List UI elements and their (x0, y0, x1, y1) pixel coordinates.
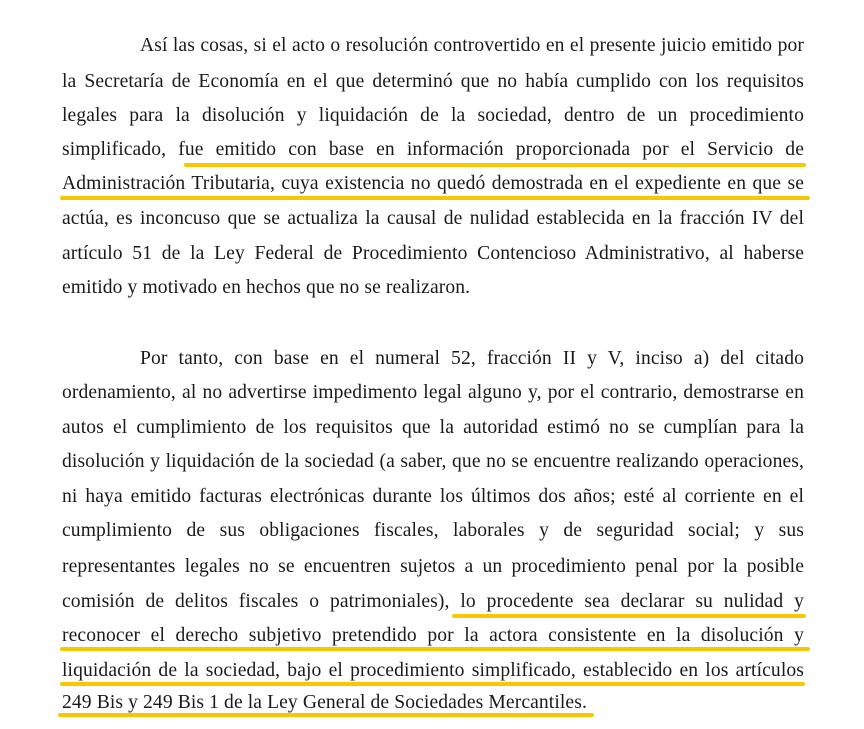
highlight-underline (60, 682, 805, 686)
text-line: Así las cosas, si el acto o resolución controvertido en el presente juicio emitido por (140, 35, 804, 56)
highlight-underline (58, 713, 594, 717)
text-line: legales para la disolución y liquidación de la sociedad, dentro de un procedimiento (62, 105, 804, 126)
text-line: cumplimiento de sus obligaciones fiscales, laborales y de seguridad social; y sus (62, 520, 804, 541)
text-line: 249 Bis y 249 Bis 1 de la Ley General de Sociedades Mercantiles. (62, 692, 587, 713)
highlight-underline (184, 163, 806, 167)
text-line: emitido y motivado en hechos que no se realizaron. (62, 277, 471, 298)
text-line: representantes legales no se encuentren sujetos a un procedimiento penal por la posible (62, 556, 804, 577)
text-line: Administración Tributaria, cuya existencia no quedó demostrada en el expediente en que se (62, 173, 804, 194)
text-line: liquidación de la sociedad, bajo el procedimiento simplificado, establecido en los artículos (62, 660, 804, 681)
text-line: ni haya emitido facturas electrónicas durante los últimos dos años; esté al corriente en el (62, 486, 804, 507)
highlight-underline (60, 647, 810, 651)
text-line: comisión de delitos fiscales o patrimoniales), lo procedente sea declarar su nulidad y (62, 591, 804, 612)
highlight-underline (452, 614, 806, 618)
text-line: simplificado, fue emitido con base en información proporcionada por el Servicio de (62, 139, 804, 160)
text-line: ordenamiento, al no advertirse impedimento legal alguno y, por el contrario, demostrarse en (62, 382, 804, 403)
highlight-underline (60, 196, 810, 200)
text-line: autos el cumplimiento de los requisitos que la autoridad estimó no se cumplían para la (62, 417, 804, 438)
text-line: reconocer el derecho subjetivo pretendido por la actora consistente en la disolución y (62, 625, 804, 646)
text-line: Por tanto, con base en el numeral 52, fracción II y V, inciso a) del citado (140, 348, 804, 369)
text-line: disolución y liquidación de la sociedad (a saber, que no se encuentre realizando operaciones, (62, 451, 804, 472)
text-line: artículo 51 de la Ley Federal de Procedimiento Contencioso Administrativo, al haberse (62, 243, 804, 264)
text-line: actúa, es inconcuso que se actualiza la causal de nulidad establecida en la fracción IV del (62, 208, 804, 229)
text-line: la Secretaría de Economía en el que determinó que no había cumplido con los requisitos (62, 71, 804, 92)
